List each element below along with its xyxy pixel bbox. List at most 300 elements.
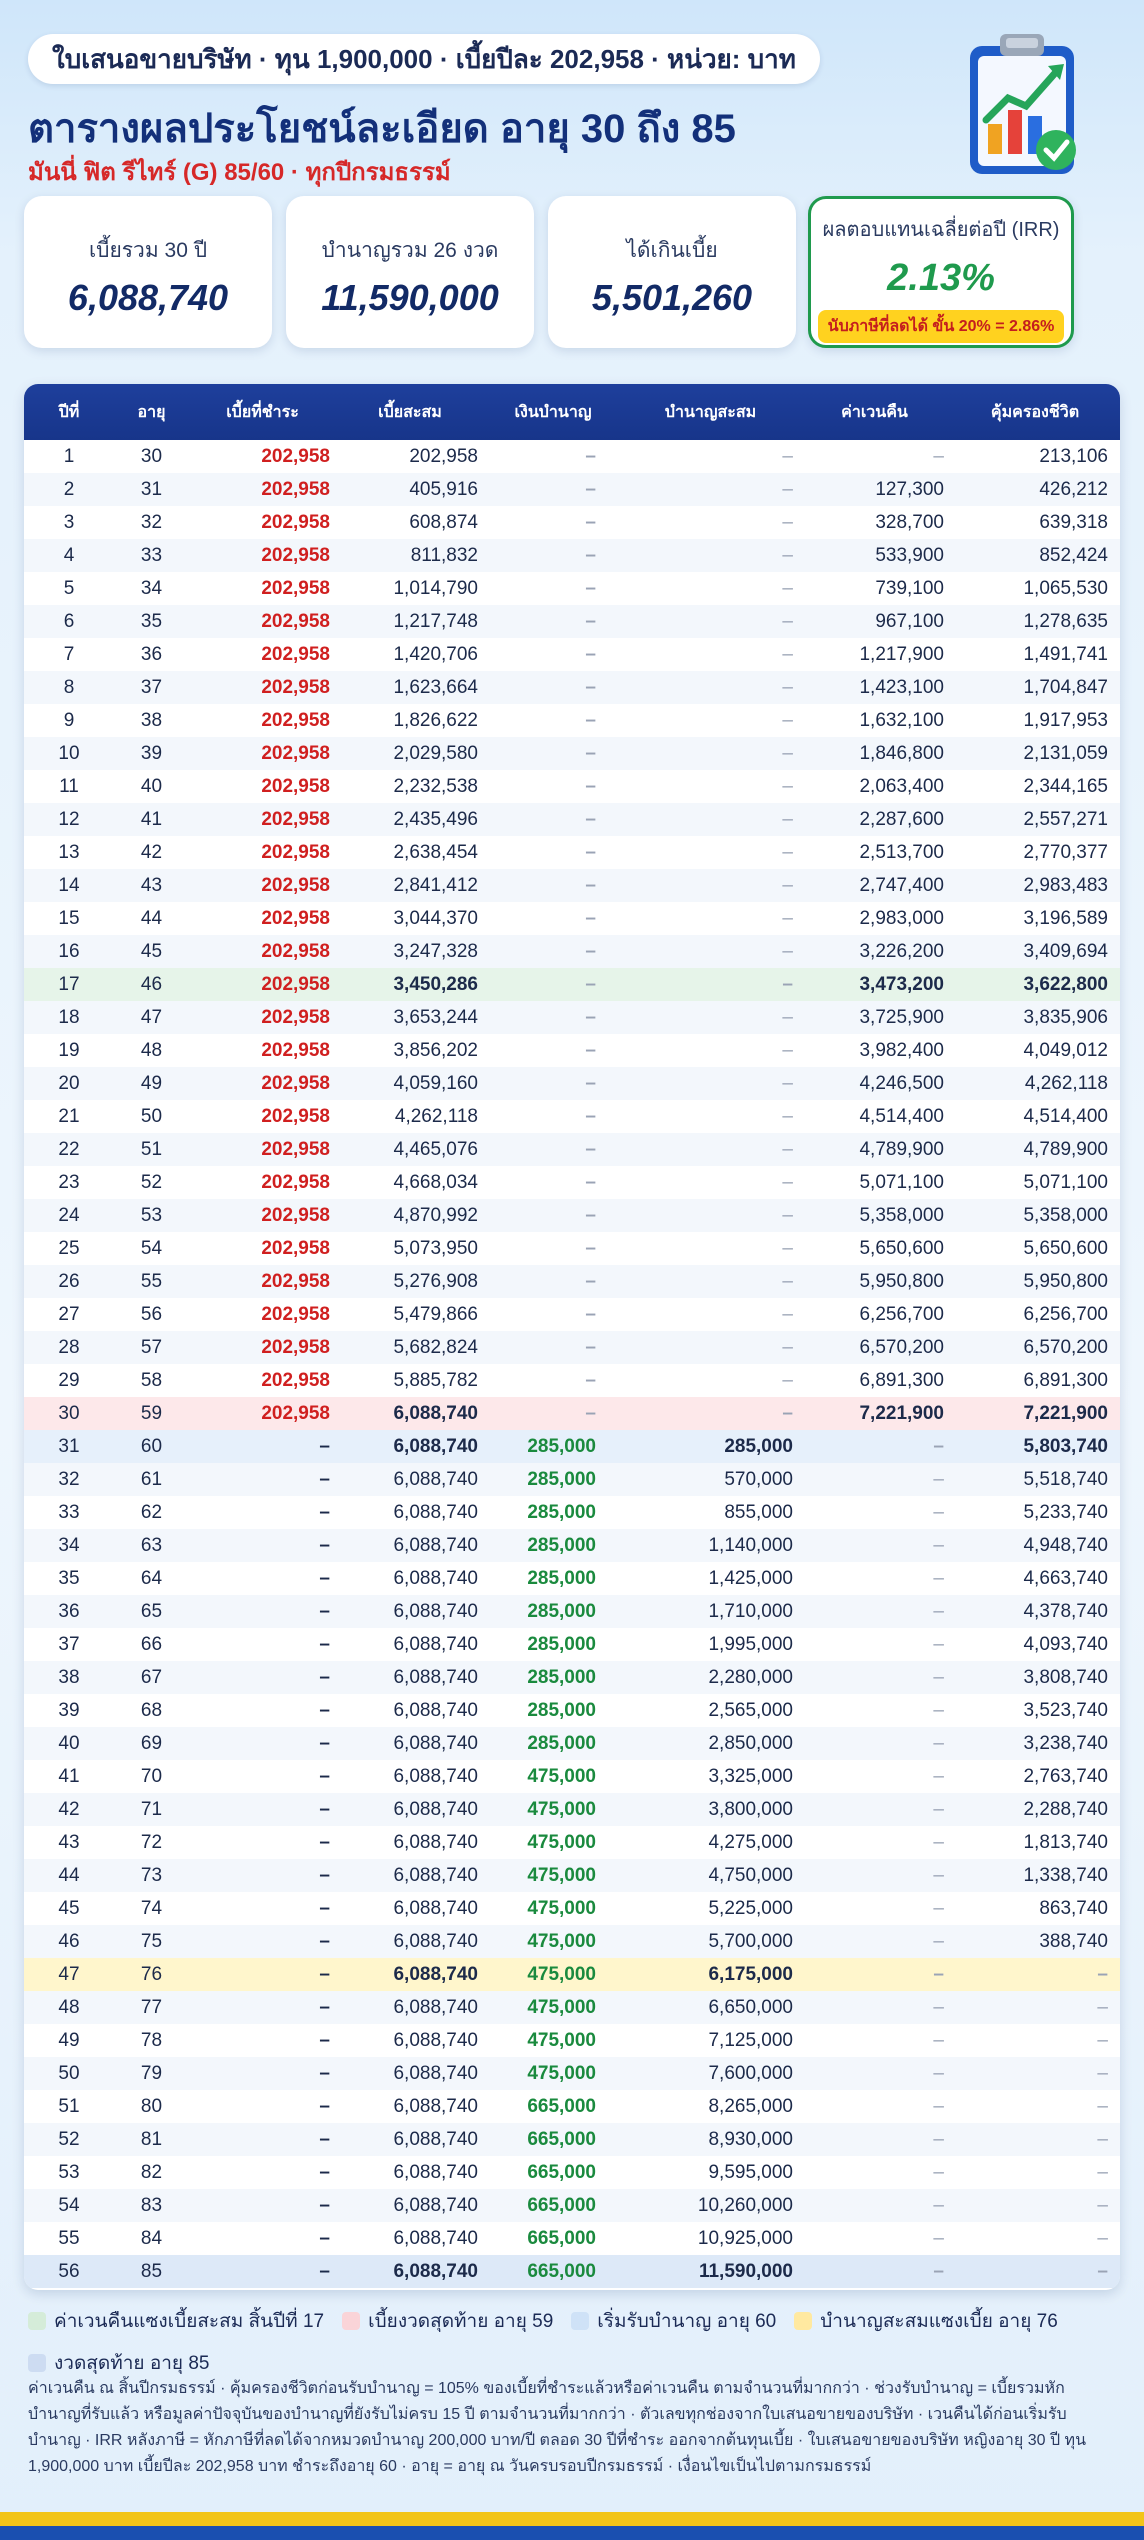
cell-age: 59	[140, 1402, 163, 1424]
cell-premium: 202,958	[261, 577, 330, 599]
legend-label: ค่าเวนคืนแซงเบี้ยสะสม สิ้นปีที่ 17	[54, 2311, 325, 2332]
cell-cum-pension: –	[782, 1369, 793, 1391]
cell-surrender: –	[933, 1633, 944, 1655]
cell-cum-pension: 2,280,000	[708, 1666, 793, 1688]
cell-age: 72	[140, 1831, 163, 1853]
table-row	[24, 1694, 1120, 1727]
table-row	[24, 803, 1120, 836]
cell-death-benefit: 2,770,377	[1023, 841, 1108, 863]
cell-cum-premium: 6,088,740	[393, 1600, 478, 1622]
cell-age: 68	[140, 1699, 163, 1721]
summary-card-irr	[808, 196, 1074, 348]
cell-year: 37	[58, 1633, 80, 1655]
cell-year: 43	[58, 1831, 80, 1853]
cell-premium: 202,958	[261, 1072, 330, 1094]
cell-cum-pension: –	[782, 841, 793, 863]
cell-cum-pension: 8,930,000	[708, 2128, 793, 2150]
header-pill: ใบเสนอขายบริษัท · ทุน 1,900,000 · เบี้ยปีละ 202,958 · หน่วย: บาท	[28, 34, 820, 84]
cell-year: 2	[63, 478, 75, 500]
cell-year: 13	[58, 841, 80, 863]
cell-year: 48	[58, 1996, 80, 2018]
cell-surrender: 7,221,900	[859, 1402, 944, 1424]
cell-year: 17	[58, 973, 80, 995]
table-row	[24, 1859, 1120, 1892]
cell-cum-pension: 1,995,000	[708, 1633, 793, 1655]
col-header-death-benefit: คุ้มครองชีวิต	[990, 403, 1080, 421]
cell-year: 45	[58, 1897, 80, 1919]
cell-cum-premium: 6,088,740	[393, 1798, 478, 1820]
cell-premium: 202,958	[261, 1105, 330, 1127]
cell-pension: –	[585, 676, 596, 698]
cell-cum-premium: 4,465,076	[393, 1138, 478, 1160]
cell-age: 67	[140, 1666, 163, 1688]
card-label: เบี้ยรวม 30 ปี	[88, 239, 208, 262]
cell-surrender: –	[933, 1963, 944, 1985]
cell-year: 44	[58, 1864, 80, 1886]
cell-surrender: 5,071,100	[859, 1171, 944, 1193]
cell-premium: –	[319, 1468, 330, 1490]
cell-cum-pension: 4,750,000	[708, 1864, 793, 1886]
table-row	[24, 1991, 1120, 2024]
cell-cum-pension: –	[782, 1072, 793, 1094]
summary-card-total-premium	[24, 196, 272, 348]
cell-surrender: 1,423,100	[859, 676, 944, 698]
cell-death-benefit: 5,233,740	[1023, 1501, 1108, 1523]
cell-cum-pension: –	[782, 709, 793, 731]
cell-year: 26	[58, 1270, 80, 1292]
cell-year: 6	[63, 610, 75, 632]
cell-premium: 202,958	[261, 1171, 330, 1193]
cell-age: 36	[140, 643, 163, 665]
cell-cum-premium: 6,088,740	[393, 2128, 478, 2150]
cell-death-benefit: 388,740	[1039, 1930, 1108, 1952]
cell-death-benefit: 4,262,118	[1024, 1072, 1108, 1094]
cell-premium: 202,958	[261, 610, 330, 632]
legend-label: งวดสุดท้าย อายุ 85	[54, 2353, 210, 2374]
cell-age: 34	[140, 577, 163, 599]
cell-death-benefit: 213,106	[1039, 445, 1108, 467]
cell-pension: –	[585, 544, 596, 566]
cell-premium: –	[319, 1666, 330, 1688]
cell-cum-premium: 2,435,496	[393, 808, 478, 830]
cell-cum-premium: 1,217,748	[393, 610, 478, 632]
cell-year: 15	[58, 907, 80, 929]
cell-surrender: –	[933, 1699, 944, 1721]
cell-pension: 475,000	[527, 2029, 596, 2051]
cell-age: 54	[140, 1237, 163, 1259]
legend-item	[28, 2306, 324, 2336]
cell-premium: –	[319, 1567, 330, 1589]
cell-year: 39	[58, 1699, 80, 1721]
cell-year: 9	[63, 709, 75, 731]
cell-age: 52	[140, 1171, 163, 1193]
cell-year: 22	[58, 1138, 80, 1160]
cell-surrender: –	[933, 1666, 944, 1688]
cell-pension: –	[585, 808, 596, 830]
cell-surrender: –	[933, 2095, 944, 2117]
cell-premium: 202,958	[261, 478, 330, 500]
cell-cum-pension: –	[782, 808, 793, 830]
cell-death-benefit: 4,378,740	[1023, 1600, 1108, 1622]
cell-age: 46	[140, 973, 163, 995]
table-row	[24, 1958, 1120, 1991]
cell-year: 25	[58, 1237, 80, 1259]
cell-cum-pension: –	[782, 676, 793, 698]
cell-cum-pension: –	[782, 1402, 793, 1424]
cell-death-benefit: –	[1097, 2128, 1108, 2150]
cell-cum-pension: –	[782, 478, 793, 500]
cell-cum-premium: 2,232,538	[393, 775, 478, 797]
cell-premium: 202,958	[261, 1270, 330, 1292]
page-subtitle: มันนี่ ฟิต รีไทร์ (G) 85/60 · ทุกปีกรมธรรม์	[28, 159, 451, 186]
cell-premium: –	[319, 1732, 330, 1754]
irr-value: 2.13%	[887, 257, 995, 299]
cell-year: 12	[58, 808, 80, 830]
cell-cum-pension: –	[782, 544, 793, 566]
cell-death-benefit: –	[1097, 1963, 1108, 1985]
cell-cum-pension: –	[782, 1138, 793, 1160]
cell-cum-premium: 5,479,866	[393, 1303, 478, 1325]
cell-cum-pension: 3,800,000	[708, 1798, 793, 1820]
table-row	[24, 968, 1120, 1001]
cell-age: 45	[140, 940, 163, 962]
cell-age: 63	[140, 1534, 163, 1556]
cell-year: 4	[63, 544, 75, 566]
cell-premium: 202,958	[261, 1303, 330, 1325]
cell-death-benefit: 4,514,400	[1023, 1105, 1108, 1127]
cell-pension: –	[585, 610, 596, 632]
cell-age: 82	[140, 2161, 163, 2183]
cell-premium: –	[319, 1699, 330, 1721]
cell-premium: –	[319, 2161, 330, 2183]
cell-pension: –	[585, 775, 596, 797]
cell-pension: –	[585, 874, 596, 896]
legend-label: บำนาญสะสมแซงเบี้ย อายุ 76	[820, 2311, 1058, 2332]
cell-age: 79	[140, 2062, 163, 2084]
cell-premium: 202,958	[261, 1204, 330, 1226]
cell-premium: 202,958	[261, 874, 330, 896]
cell-pension: –	[585, 841, 596, 863]
cell-cum-premium: 1,420,706	[393, 643, 478, 665]
cell-cum-premium: 6,088,740	[393, 1963, 478, 1985]
cell-cum-pension: –	[782, 1204, 793, 1226]
cell-cum-premium: 6,088,740	[393, 1501, 478, 1523]
cell-pension: –	[585, 478, 596, 500]
cell-premium: –	[319, 2029, 330, 2051]
cell-surrender: –	[933, 445, 944, 467]
cell-surrender: 6,570,200	[859, 1336, 944, 1358]
table-row	[24, 836, 1120, 869]
cell-pension: –	[585, 577, 596, 599]
cell-age: 30	[140, 445, 163, 467]
cell-pension: 475,000	[527, 1963, 596, 1985]
table-row	[24, 1265, 1120, 1298]
cell-pension: 285,000	[527, 1534, 596, 1556]
irr-label: ผลตอบแทนเฉลี่ยต่อปี (IRR)	[822, 219, 1060, 241]
legend-item	[794, 2306, 1058, 2336]
cell-year: 27	[58, 1303, 80, 1325]
cell-pension: –	[585, 1138, 596, 1160]
footer-stripe-blue	[0, 2526, 1144, 2540]
table-row	[24, 737, 1120, 770]
cell-cum-premium: 1,826,622	[393, 709, 478, 731]
cell-premium: 202,958	[261, 676, 330, 698]
cell-cum-premium: 6,088,740	[393, 2161, 478, 2183]
cell-age: 76	[140, 1963, 163, 1985]
cell-death-benefit: –	[1097, 2161, 1108, 2183]
cell-surrender: –	[933, 1534, 944, 1556]
cell-pension: –	[585, 445, 596, 467]
cell-surrender: –	[933, 2029, 944, 2051]
cell-year: 53	[58, 2161, 80, 2183]
table-row	[24, 2090, 1120, 2123]
cell-premium: 202,958	[261, 907, 330, 929]
table-row	[24, 1760, 1120, 1793]
cell-death-benefit: –	[1097, 1996, 1108, 2018]
table-row	[24, 2189, 1120, 2222]
cell-premium: –	[319, 1798, 330, 1820]
cell-death-benefit: 639,318	[1039, 511, 1108, 533]
cell-age: 70	[140, 1765, 163, 1787]
cell-premium: –	[319, 2260, 330, 2282]
cell-age: 41	[140, 808, 163, 830]
cell-death-benefit: 5,518,740	[1023, 1468, 1108, 1490]
cell-death-benefit: 426,212	[1039, 478, 1108, 500]
cell-death-benefit: 5,071,100	[1023, 1171, 1108, 1193]
cell-cum-premium: 6,088,740	[393, 1765, 478, 1787]
cell-pension: 475,000	[527, 1897, 596, 1919]
cell-premium: 202,958	[261, 511, 330, 533]
cell-cum-pension: –	[782, 775, 793, 797]
cell-year: 32	[58, 1468, 80, 1490]
cell-surrender: 1,632,100	[859, 709, 944, 731]
cell-surrender: 2,287,600	[859, 808, 944, 830]
cell-surrender: –	[933, 1864, 944, 1886]
cell-cum-pension: 6,650,000	[708, 1996, 793, 2018]
cell-pension: –	[585, 643, 596, 665]
table-row	[24, 1199, 1120, 1232]
cell-pension: 475,000	[527, 1930, 596, 1952]
cell-premium: 202,958	[261, 973, 330, 995]
cell-surrender: –	[933, 2161, 944, 2183]
cell-surrender: 4,514,400	[859, 1105, 944, 1127]
table-row	[24, 1133, 1120, 1166]
cell-age: 38	[140, 709, 163, 731]
cell-year: 35	[58, 1567, 80, 1589]
page-title: ตารางผลประโยชน์ละเอียด อายุ 30 ถึง 85	[28, 107, 736, 151]
cell-cum-premium: 6,088,740	[393, 2194, 478, 2216]
cell-pension: –	[585, 1204, 596, 1226]
table-row	[24, 1331, 1120, 1364]
cell-surrender: 6,891,300	[859, 1369, 944, 1391]
cell-surrender: 3,473,200	[859, 973, 944, 995]
cell-cum-premium: 3,856,202	[393, 1039, 478, 1061]
legend-item	[28, 2348, 209, 2378]
cell-death-benefit: 852,424	[1039, 544, 1108, 566]
cell-year: 3	[63, 511, 75, 533]
col-header-cum-pension: บำนาญสะสม	[664, 403, 757, 421]
cell-pension: –	[585, 1237, 596, 1259]
cell-surrender: 533,900	[875, 544, 944, 566]
cell-pension: 475,000	[527, 1864, 596, 1886]
cell-death-benefit: 2,557,271	[1023, 808, 1108, 830]
table-row	[24, 1298, 1120, 1331]
table-row	[24, 1232, 1120, 1265]
footnote: ค่าเวนคืน ณ สิ้นปีกรมธรรม์ · คุ้มครองชีวิตก่อนรับบำนาญ = 105% ของเบี้ยที่ชำระแล้วหรือค่าเวนคืน ตามจำนวนที่มากกว่า · ช่วงรับบำนาญ = เบี้ยรวมหักบำนาญที่รับแล้ว หรือมูลค่าปัจจุบันของบำนาญที่ยังรับไม่ครบ 15 ปี ตามจำนวนที่มากกว่า · ตัวเลขทุกช่องจากใบเสนอขายของบริษัท · เวนคืนได้ก่อนเริ่มรับบำนาญ · IRR หลังภาษี = หักภาษีที่ลดได้จากหมวดบำนาญ 200,000 บาท/ปี ตลอด 30 ปีที่ชำระ ออกจากต้นทุนเบี้ย · ใบเสนอขายของบริษัท หญิงอายุ 30 ปี ทุน 1,900,000 บาท เบี้ยปีละ 202,958 บาท ชำระถึงอายุ 60 · อายุ = อายุ ณ วันครบรอบปีกรมธรรม์ · เงื่อนไขเป็นไปตามกรมธรรม์	[28, 2380, 1087, 2475]
cell-cum-premium: 1,014,790	[393, 577, 478, 599]
cell-surrender: –	[933, 2194, 944, 2216]
cell-cum-premium: 5,885,782	[393, 1369, 478, 1391]
cell-pension: 475,000	[527, 2062, 596, 2084]
cell-cum-premium: 6,088,740	[393, 2227, 478, 2249]
table-row	[24, 2057, 1120, 2090]
col-header-pension: เงินบำนาญ	[514, 403, 592, 421]
table-row	[24, 2024, 1120, 2057]
cell-pension: –	[585, 1369, 596, 1391]
cell-death-benefit: 2,983,483	[1023, 874, 1108, 896]
cell-premium: –	[319, 2194, 330, 2216]
cell-cum-pension: 9,595,000	[708, 2161, 793, 2183]
cell-cum-premium: 6,088,740	[393, 1468, 478, 1490]
legend-swatch	[28, 2354, 46, 2372]
cell-cum-premium: 6,088,740	[393, 1897, 478, 1919]
cell-age: 33	[140, 544, 163, 566]
cell-year: 34	[58, 1534, 80, 1556]
cell-premium: –	[319, 1963, 330, 1985]
table-row	[24, 1496, 1120, 1529]
cell-age: 57	[140, 1336, 163, 1358]
table-row	[24, 440, 1120, 473]
cell-surrender: –	[933, 1765, 944, 1787]
cell-pension: –	[585, 1039, 596, 1061]
table-row	[24, 1925, 1120, 1958]
cell-premium: –	[319, 2062, 330, 2084]
cell-cum-pension: –	[782, 643, 793, 665]
cell-premium: –	[319, 1501, 330, 1523]
cell-surrender: –	[933, 1996, 944, 2018]
cell-cum-premium: 6,088,740	[393, 1666, 478, 1688]
cell-cum-pension: –	[782, 874, 793, 896]
card-label: บำนาญรวม 26 งวด	[321, 239, 499, 262]
cell-surrender: 2,513,700	[859, 841, 944, 863]
cell-pension: 285,000	[527, 1600, 596, 1622]
cell-age: 49	[140, 1072, 163, 1094]
cell-pension: 285,000	[527, 1732, 596, 1754]
cell-cum-pension: 10,260,000	[697, 2194, 793, 2216]
cell-age: 64	[140, 1567, 163, 1589]
cell-pension: 665,000	[527, 2095, 596, 2117]
cell-age: 73	[140, 1864, 163, 1886]
cell-cum-pension: 7,125,000	[708, 2029, 793, 2051]
cell-cum-pension: 570,000	[724, 1468, 793, 1490]
cell-surrender: –	[933, 1732, 944, 1754]
cell-cum-premium: 6,088,740	[393, 2095, 478, 2117]
cell-cum-pension: –	[782, 973, 793, 995]
cell-death-benefit: 4,093,740	[1023, 1633, 1108, 1655]
cell-death-benefit: –	[1097, 2029, 1108, 2051]
cell-death-benefit: 3,523,740	[1023, 1699, 1108, 1721]
table-row	[24, 1793, 1120, 1826]
cell-surrender: 3,226,200	[859, 940, 944, 962]
cell-surrender: 1,846,800	[859, 742, 944, 764]
legend-label: เบี้ยงวดสุดท้าย อายุ 59	[368, 2311, 554, 2332]
table-body	[24, 440, 1120, 2288]
cell-cum-premium: 4,262,118	[394, 1105, 478, 1127]
table-row	[24, 1034, 1120, 1067]
cell-surrender: –	[933, 1501, 944, 1523]
cell-premium: –	[319, 1897, 330, 1919]
cell-death-benefit: 2,288,740	[1023, 1798, 1108, 1820]
table-row	[24, 572, 1120, 605]
cell-year: 56	[58, 2260, 80, 2282]
cell-age: 53	[140, 1204, 163, 1226]
table-row	[24, 704, 1120, 737]
cell-cum-pension: –	[782, 1006, 793, 1028]
cell-cum-pension: –	[782, 577, 793, 599]
col-header-age: อายุ	[137, 403, 166, 421]
cell-surrender: –	[933, 1930, 944, 1952]
col-header-surrender: ค่าเวนคืน	[841, 403, 908, 421]
cell-premium: 202,958	[261, 808, 330, 830]
cell-surrender: –	[933, 1567, 944, 1589]
cell-premium: –	[319, 2227, 330, 2249]
footer-stripe-yellow	[0, 2512, 1144, 2526]
cell-age: 65	[140, 1600, 163, 1622]
cell-cum-premium: 202,958	[409, 445, 478, 467]
table-row	[24, 935, 1120, 968]
cell-surrender: 328,700	[875, 511, 944, 533]
cell-death-benefit: 1,491,741	[1023, 643, 1108, 665]
col-header-cum-premium: เบี้ยสะสม	[378, 403, 442, 421]
cell-premium: 202,958	[261, 643, 330, 665]
cell-year: 24	[58, 1204, 80, 1226]
cell-premium: –	[319, 1534, 330, 1556]
cell-premium: –	[319, 2128, 330, 2150]
cell-age: 81	[140, 2128, 163, 2150]
cell-surrender: –	[933, 2227, 944, 2249]
table-row	[24, 1562, 1120, 1595]
cell-death-benefit: 7,221,900	[1023, 1402, 1108, 1424]
cell-cum-premium: 5,682,824	[393, 1336, 478, 1358]
table-row	[24, 1661, 1120, 1694]
cell-age: 60	[140, 1435, 163, 1457]
cell-cum-premium: 5,276,908	[393, 1270, 478, 1292]
cell-year: 7	[63, 643, 75, 665]
table-row	[24, 1166, 1120, 1199]
cell-cum-pension: –	[782, 1171, 793, 1193]
cell-premium: 202,958	[261, 1006, 330, 1028]
cell-death-benefit: 2,763,740	[1023, 1765, 1108, 1787]
cell-pension: –	[585, 1072, 596, 1094]
cell-year: 23	[58, 1171, 80, 1193]
cell-year: 5	[63, 577, 75, 599]
cell-age: 44	[140, 907, 163, 929]
cell-death-benefit: 1,278,635	[1023, 610, 1108, 632]
cell-death-benefit: 2,344,165	[1023, 775, 1108, 797]
cell-cum-pension: 5,700,000	[708, 1930, 793, 1952]
cell-cum-premium: 6,088,740	[393, 1864, 478, 1886]
cell-pension: 285,000	[527, 1501, 596, 1523]
cell-age: 39	[140, 742, 163, 764]
cell-cum-premium: 5,073,950	[393, 1237, 478, 1259]
cell-pension: 475,000	[527, 1996, 596, 2018]
table-row	[24, 1463, 1120, 1496]
cell-cum-pension: –	[782, 907, 793, 929]
cell-surrender: 2,063,400	[859, 775, 944, 797]
cell-death-benefit: 3,409,694	[1023, 940, 1108, 962]
cell-death-benefit: 4,663,740	[1023, 1567, 1108, 1589]
cell-pension: –	[585, 973, 596, 995]
